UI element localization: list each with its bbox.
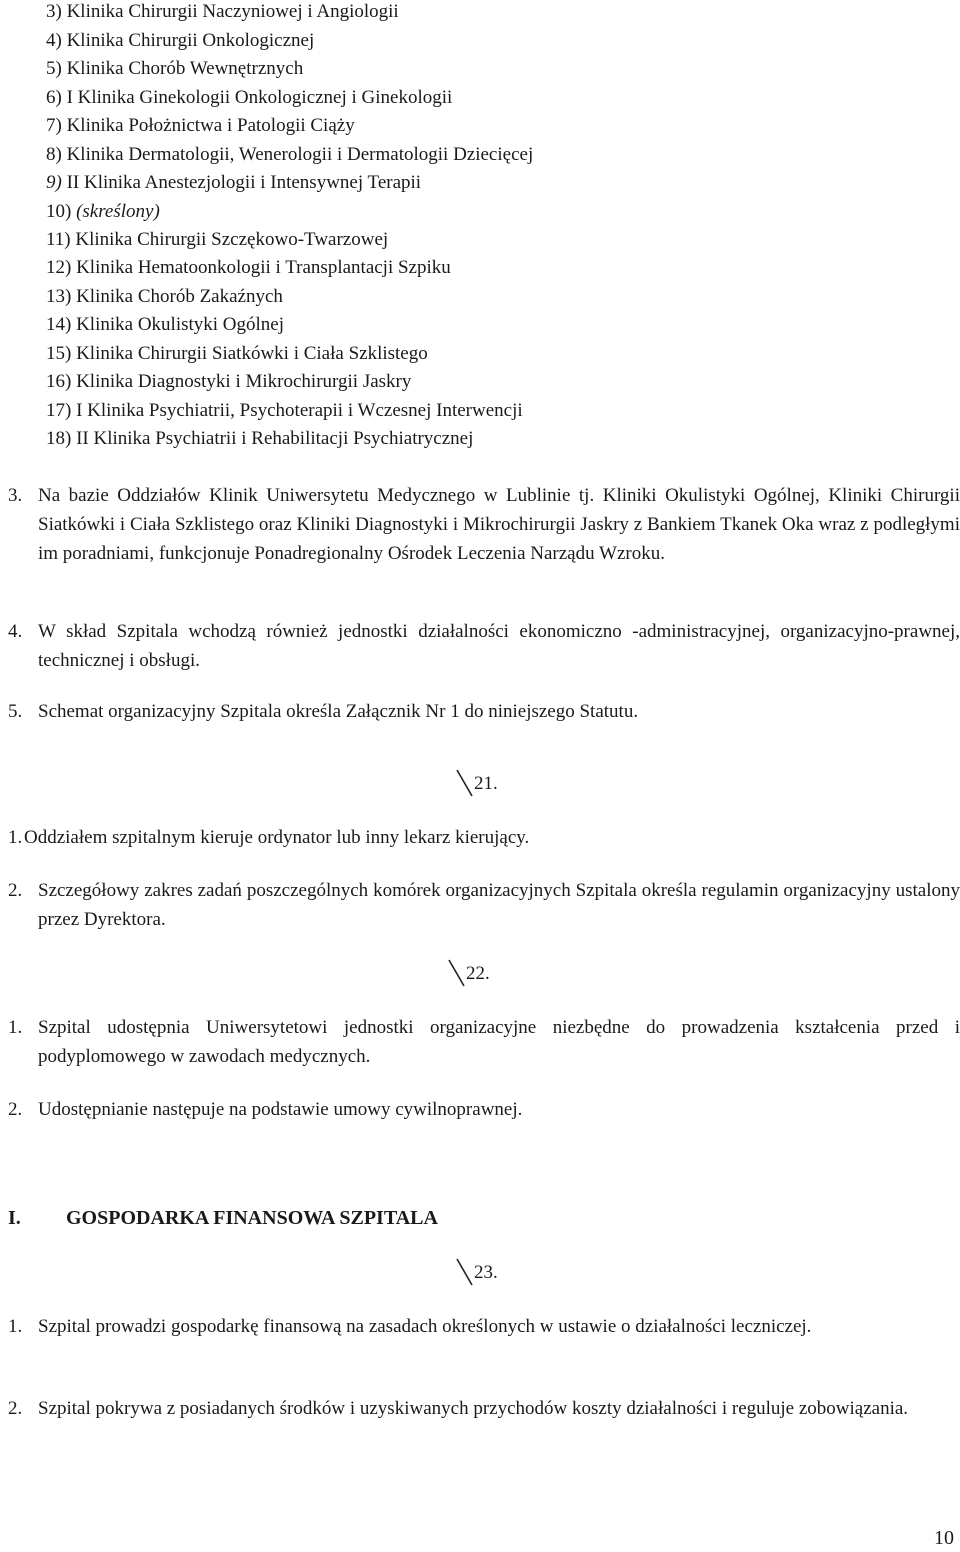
list-item — [46, 368, 411, 396]
list-item-number: 17) — [46, 400, 72, 421]
paragraph-4 — [8, 617, 960, 675]
list-item-text: Klinika Okulistyki Ogólnej — [76, 314, 285, 335]
list-item — [46, 226, 388, 254]
paragraph-text: Szpital prowadzi gospodarkę finansową na zasadach określonych w ustawie o działalności leczniczej. — [38, 1316, 812, 1337]
list-item-number: 14) — [46, 314, 72, 335]
paragraph-number: 3. — [8, 485, 23, 506]
list-item — [46, 0, 399, 26]
section-number: 22. — [466, 963, 490, 984]
list-item-number: 12) — [46, 257, 72, 278]
list-item-number: 11) — [46, 229, 71, 250]
list-item-number: 3) — [46, 1, 62, 22]
list-item — [46, 27, 314, 55]
chapter-heading — [8, 1204, 438, 1232]
list-item — [46, 283, 283, 311]
list-item-text: Klinika Dermatologii, Wenerologii i Dermatologii Dziecięcej — [66, 144, 534, 165]
list-item-text: Klinika Położnictwa i Patologii Ciąży — [66, 115, 355, 136]
paragraph-number: 1. — [8, 1316, 23, 1337]
paragraph-number: 1. — [8, 1017, 23, 1038]
list-item-text: Klinika Chirurgii Szczękowo-Twarzowej — [75, 229, 389, 250]
list-item — [46, 340, 428, 368]
section-22-paragraph-1 — [8, 1013, 960, 1071]
paragraph-number: 2. — [8, 1099, 23, 1120]
section-number: 21. — [474, 773, 498, 794]
list-item — [46, 311, 284, 339]
paragraph-number: 2. — [8, 1398, 23, 1419]
list-item-number: 18) — [46, 428, 72, 449]
list-item-number: 15) — [46, 343, 72, 364]
list-item-text: I Klinika Ginekologii Onkologicznej i Ginekologii — [66, 87, 453, 108]
paragraph-text: W skład Szpitala wchodzą również jednostki działalności ekonomiczno -administracyjnej, organizacyjno-prawnej, technicznej i obsługi. — [38, 621, 960, 671]
list-item-text: Klinika Chorób Zakaźnych — [76, 286, 283, 307]
list-item-text: I Klinika Psychiatrii, Psychoterapii i Wczesnej Interwencji — [76, 400, 523, 421]
section-number: 23. — [474, 1262, 498, 1283]
paragraph-text: Szpital pokrywa z posiadanych środków i uzyskiwanych przychodów koszty działalności i reguluje zobowiązania. — [38, 1398, 909, 1419]
list-item-number: 10) — [46, 201, 72, 222]
list-item — [46, 141, 533, 169]
list-item-text: Klinika Hematoonkologii i Transplantacji Szpiku — [76, 257, 451, 278]
section-21-paragraph-2 — [8, 876, 960, 934]
list-item-text: II Klinika Anestezjologii i Intensywnej Terapii — [66, 172, 422, 193]
list-item-number: 7) — [46, 115, 62, 136]
section-23-heading — [454, 1259, 498, 1287]
paragraph-number: 5. — [8, 701, 23, 722]
list-item — [46, 397, 523, 425]
paragraph-number: 1. — [8, 827, 23, 848]
paragraph-text: Oddziałem szpitalnym kieruje ordynator lub inny lekarz kierujący. — [24, 827, 530, 848]
paragraph-text: Na bazie Oddziałów Klinik Uniwersytetu Medycznego w Lublinie tj. Kliniki Okulistyki Ogólnej, Kliniki Chirurgii Siatkówki i Ciała Szklistego oraz Kliniki Diagnostyki i Mikrochirurgii Jaskry z Bankiem Tkanek Oka wraz z podległymi im poradniami, funkcjonuje Ponadregionalny Ośrodek Leczenia Narządu Wzroku. — [38, 485, 960, 564]
list-item-text: (skreślony) — [76, 201, 160, 222]
paragraph-number: 4. — [8, 621, 23, 642]
paragraph-5 — [8, 697, 960, 726]
list-item-number: 8) — [46, 144, 62, 165]
paragraph-text: Szpital udostępnia Uniwersytetowi jednostki organizacyjne niezbędne do prowadzenia kształcenia przed i podyplomowego w zawodach medycznych. — [38, 1017, 960, 1067]
list-item-text: Klinika Chirurgii Onkologicznej — [66, 30, 315, 51]
paragraph-text: Udostępnianie następuje na podstawie umowy cywilnoprawnej. — [38, 1099, 523, 1120]
section-21-paragraph-1 — [8, 823, 960, 852]
section-22-paragraph-2 — [8, 1095, 960, 1124]
section-21-heading — [454, 770, 498, 798]
list-item-text: II Klinika Psychiatrii i Rehabilitacji Psychiatrycznej — [76, 428, 474, 449]
list-item-number: 4) — [46, 30, 62, 51]
list-item — [46, 169, 421, 197]
chapter-number: I. — [8, 1207, 21, 1229]
page-number: 10 — [934, 1527, 954, 1549]
list-item — [46, 254, 451, 282]
list-item — [46, 112, 355, 140]
list-item-number: 9) — [46, 172, 62, 193]
list-item-text: Klinika Chorób Wewnętrznych — [66, 58, 304, 79]
paragraph-text: Schemat organizacyjny Szpitala określa Załącznik Nr 1 do niniejszego Statutu. — [38, 701, 639, 722]
list-item-number: 6) — [46, 87, 62, 108]
list-item — [46, 84, 452, 112]
paragraph-number: 2. — [8, 880, 23, 901]
list-item-text: Klinika Chirurgii Siatkówki i Ciała Szklistego — [76, 343, 428, 364]
list-item-text: Klinika Chirurgii Naczyniowej i Angiologii — [66, 1, 399, 22]
section-23-paragraph-1 — [8, 1312, 960, 1341]
list-item — [46, 425, 473, 453]
list-item-number: 16) — [46, 371, 72, 392]
paragraph-3 — [8, 481, 960, 568]
list-item — [46, 198, 160, 226]
section-22-heading — [446, 960, 490, 988]
list-item-number: 5) — [46, 58, 62, 79]
paragraph-text: Szczegółowy zakres zadań poszczególnych komórek organizacyjnych Szpitala określa regulamin organizacyjny ustalony przez Dyrektora. — [38, 880, 960, 930]
list-item-text: Klinika Diagnostyki i Mikrochirurgii Jaskry — [76, 371, 412, 392]
chapter-title: GOSPODARKA FINANSOWA SZPITALA — [66, 1207, 438, 1229]
section-23-paragraph-2 — [8, 1394, 960, 1423]
list-item-number: 13) — [46, 286, 72, 307]
list-item — [46, 55, 303, 83]
